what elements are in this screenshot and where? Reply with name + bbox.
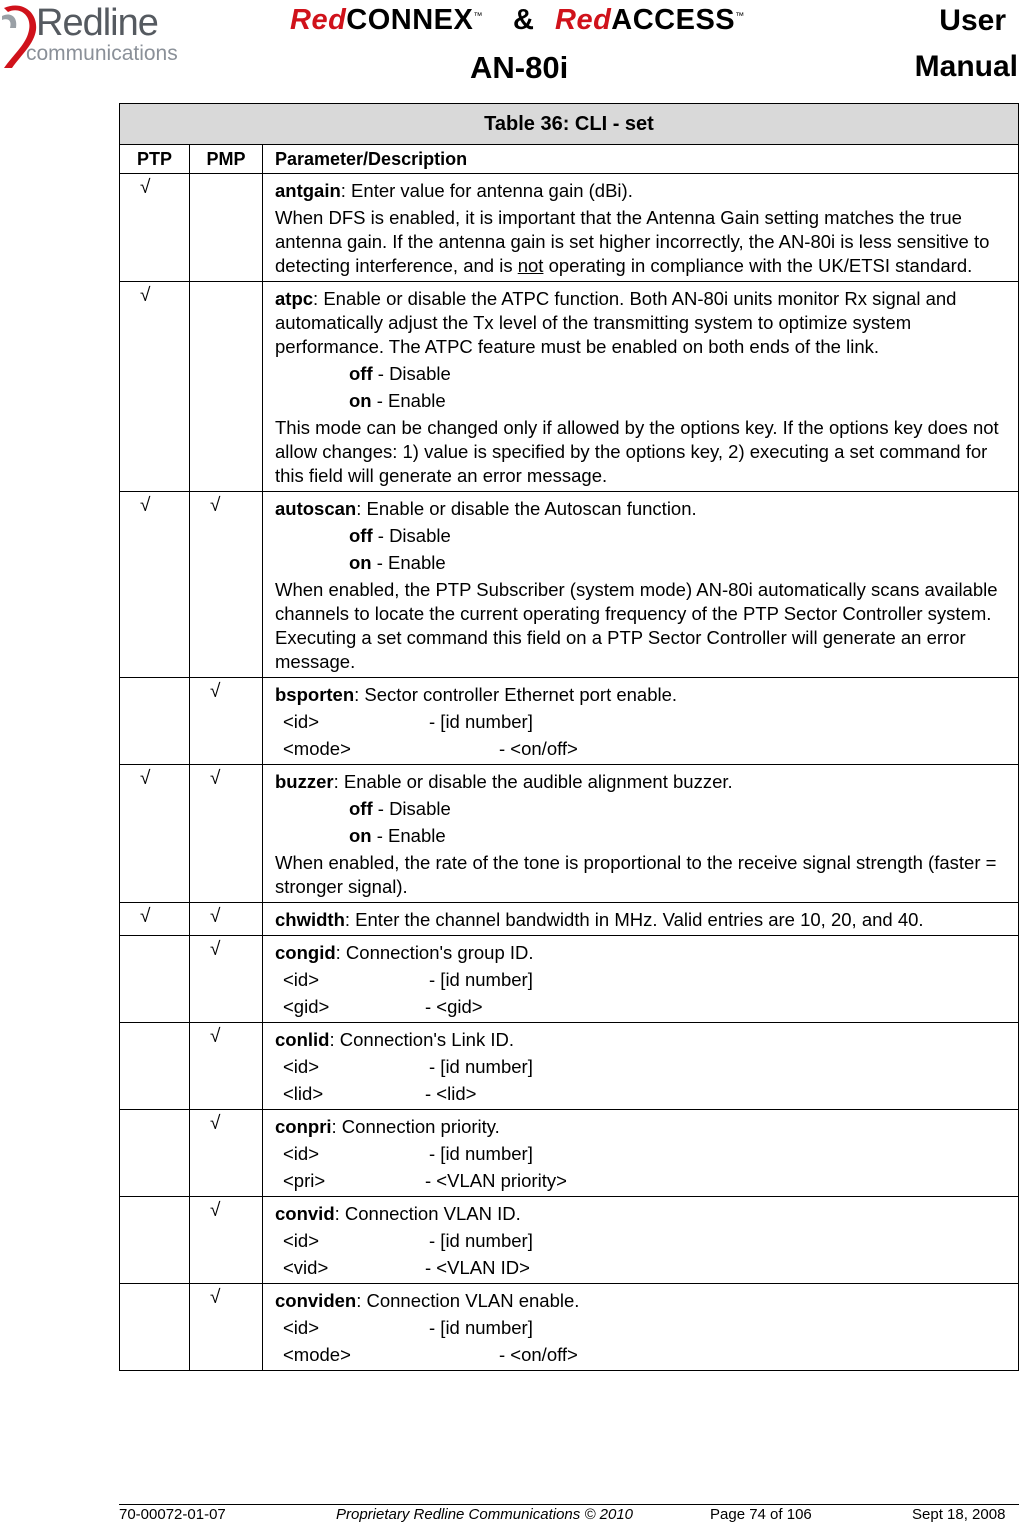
table-row bbox=[120, 1023, 1019, 1110]
header-user: User bbox=[939, 4, 1006, 37]
ptp-check: √ bbox=[120, 282, 190, 492]
table-row bbox=[120, 765, 1019, 903]
table-row bbox=[120, 174, 1019, 282]
table-caption: Table 36: CLI - set bbox=[120, 104, 1019, 145]
table-row bbox=[120, 1197, 1019, 1284]
table-row bbox=[120, 903, 1019, 936]
table-row bbox=[120, 936, 1019, 1023]
ptp-empty bbox=[120, 936, 190, 1023]
param-convid: convid: Connection VLAN ID. <id> - [id number] <vid> - <VLAN ID> bbox=[263, 1197, 1019, 1284]
pmp-check: √ bbox=[190, 492, 263, 678]
param-atpc: atpc: Enable or disable the ATPC function. Both AN-80i units monitor Rx signal and automatically adjust the Tx level of the transmitting system to optimize system performance. The ATPC feature must be enabled on both ends of the link. off - Disable on - Enable This mode can be changed only if allowed by the options key. If the options key does not allow changes: 1) value is specified by the options key, 2) executing a set command for this field will generate an error message. bbox=[263, 282, 1019, 492]
footer-doc-number: 70-00072-01-07 bbox=[119, 1506, 226, 1523]
pmp-check: √ bbox=[190, 1284, 263, 1371]
param-conlid: conlid: Connection's Link ID. <id> - [id number] <lid> - <lid> bbox=[263, 1023, 1019, 1110]
header-ptp: PTP bbox=[120, 145, 190, 174]
param-buzzer: buzzer: Enable or disable the audible alignment buzzer. off - Disable on - Enable When enabled, the rate of the tone is proportional to the receive signal strength (faster = stronger signal). bbox=[263, 765, 1019, 903]
table-row bbox=[120, 678, 1019, 765]
pmp-check: √ bbox=[190, 1197, 263, 1284]
pmp-check: √ bbox=[190, 765, 263, 903]
brand-ampersand: & bbox=[513, 4, 534, 36]
param-conviden: conviden: Connection VLAN enable. <id> - [id number] <mode> - <on/off> bbox=[263, 1284, 1019, 1371]
param-autoscan: autoscan: Enable or disable the Autoscan function. off - Disable on - Enable When enabled, the PTP Subscriber (system mode) AN-80i automatically scans available channels to locate the current operating frequency of the PTP Sector Controller system. Executing a set command this field on a PTP Sector Controller will generate an error message. bbox=[263, 492, 1019, 678]
brand-redaccess: RedACCESS™ bbox=[555, 4, 745, 36]
pmp-empty bbox=[190, 174, 263, 282]
table-row bbox=[120, 282, 1019, 492]
cli-set-table bbox=[119, 103, 1019, 1371]
pmp-check: √ bbox=[190, 903, 263, 936]
table-row bbox=[120, 492, 1019, 678]
pmp-check: √ bbox=[190, 1110, 263, 1197]
header-pmp: PMP bbox=[190, 145, 263, 174]
ptp-empty bbox=[120, 1284, 190, 1371]
header-model: AN-80i bbox=[470, 50, 569, 85]
param-conpri: conpri: Connection priority. <id> - [id number] <pri> - <VLAN priority> bbox=[263, 1110, 1019, 1197]
brand-redconnex: RedCONNEX™ bbox=[290, 4, 483, 36]
ptp-empty bbox=[120, 1197, 190, 1284]
param-chwidth: chwidth: Enter the channel bandwidth in MHz. Valid entries are 10, 20, and 40. bbox=[263, 903, 1019, 936]
ptp-check: √ bbox=[120, 492, 190, 678]
param-antgain: antgain: Enter value for antenna gain (dBi). When DFS is enabled, it is important that the Antenna Gain setting matches the true antenna gain. If the antenna gain is set higher incorrectly, the AN-80i is less sensitive to detecting interference, and is not operating in compliance with the UK/ETSI standard. bbox=[263, 174, 1019, 282]
logo-subtitle: communications bbox=[26, 42, 178, 65]
redline-logo bbox=[0, 0, 205, 72]
logo-name: Redline bbox=[36, 2, 158, 44]
pmp-check: √ bbox=[190, 1023, 263, 1110]
table-row bbox=[120, 1284, 1019, 1371]
ptp-empty bbox=[120, 678, 190, 765]
ptp-check: √ bbox=[120, 903, 190, 936]
ptp-check: √ bbox=[120, 174, 190, 282]
table-row bbox=[120, 1110, 1019, 1197]
param-bsporten: bsporten: Sector controller Ethernet port enable. <id> - [id number] <mode> - <on/off> bbox=[263, 678, 1019, 765]
pmp-empty bbox=[190, 282, 263, 492]
footer-copyright: Proprietary Redline Communications © 2010 bbox=[336, 1506, 634, 1523]
footer-rule bbox=[119, 1504, 1019, 1505]
ptp-empty bbox=[120, 1023, 190, 1110]
footer-date: Sept 18, 2008 bbox=[912, 1506, 1006, 1523]
ptp-check: √ bbox=[120, 765, 190, 903]
header-parameter-description: Parameter/Description bbox=[263, 145, 1019, 174]
footer-page: Page 74 of 106 bbox=[710, 1506, 812, 1523]
param-congid: congid: Connection's group ID. <id> - [id number] <gid> - <gid> bbox=[263, 936, 1019, 1023]
pmp-check: √ bbox=[190, 936, 263, 1023]
header-manual: Manual bbox=[914, 50, 1018, 83]
pmp-check: √ bbox=[190, 678, 263, 765]
ptp-empty bbox=[120, 1110, 190, 1197]
